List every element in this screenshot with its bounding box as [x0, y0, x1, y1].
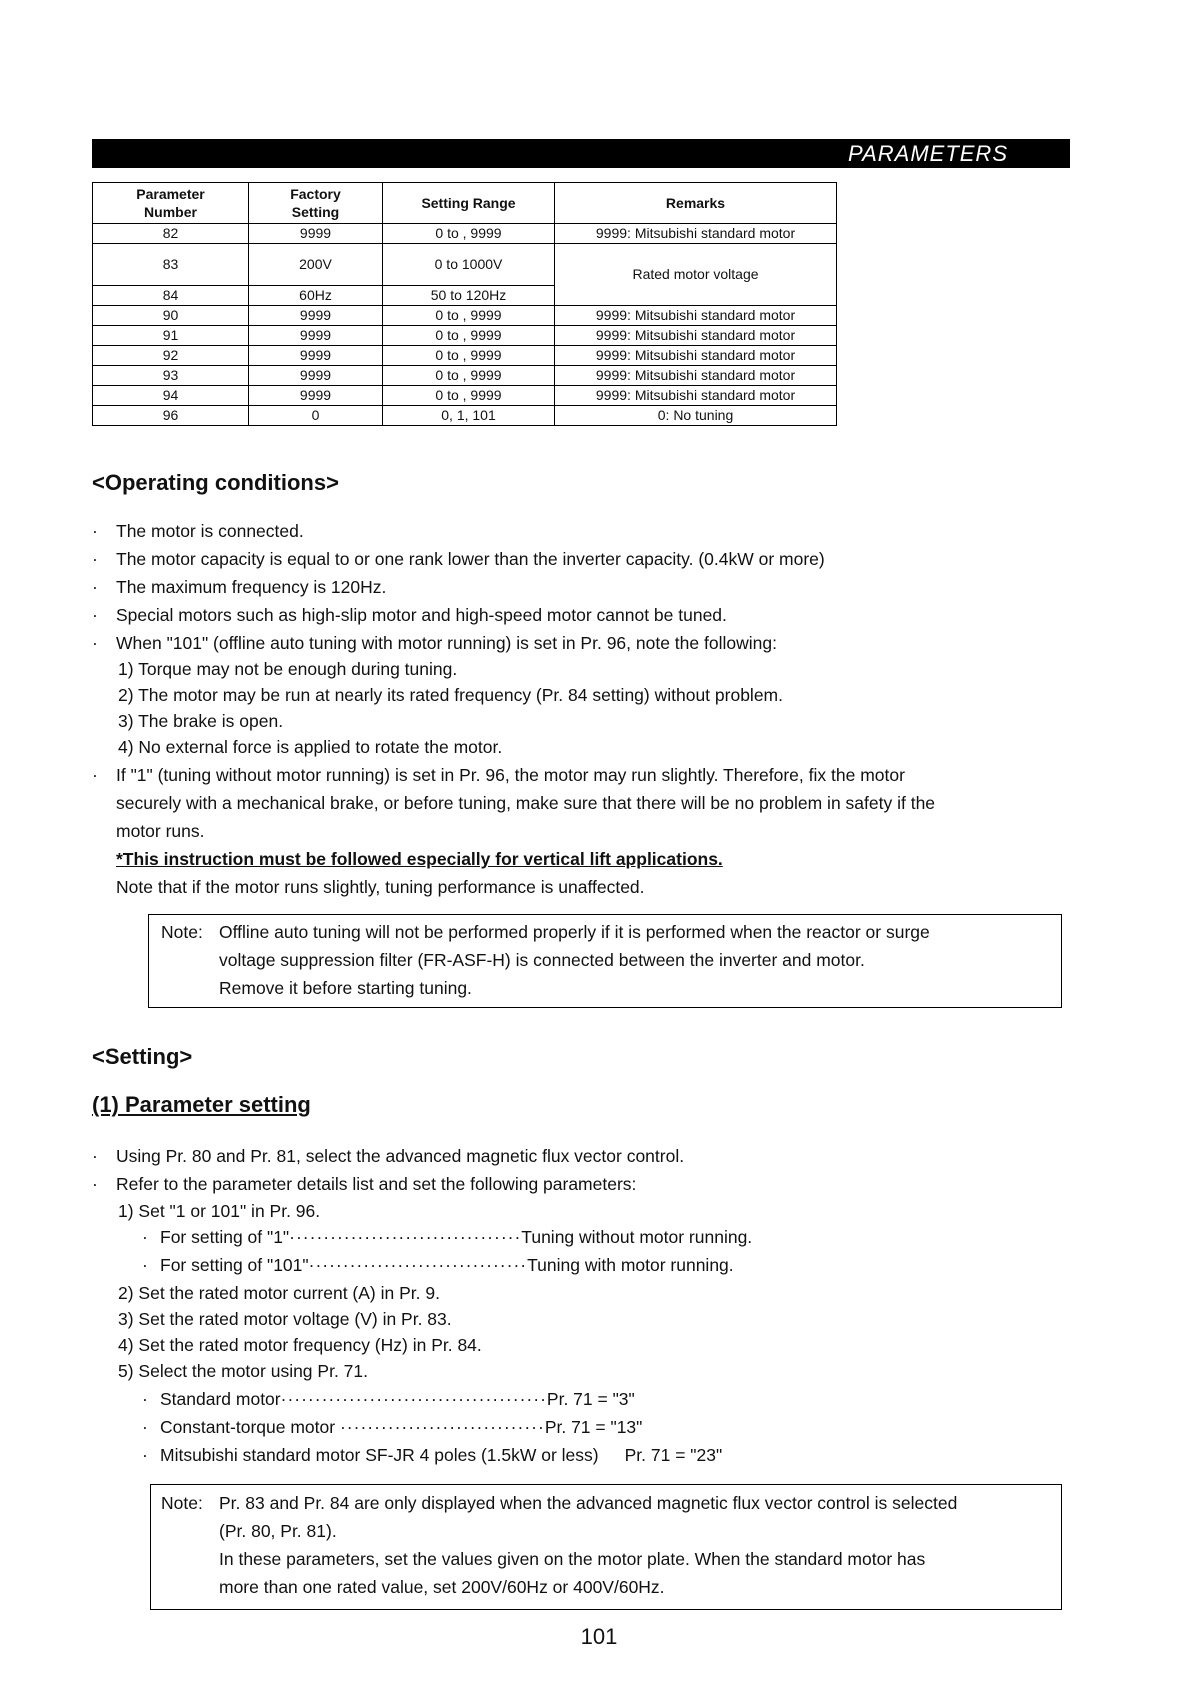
- list-item: · When "101" (offline auto tuning with motor running) is set in Pr. 96, note the following:: [92, 633, 777, 653]
- note-line: Pr. 83 and Pr. 84 are only displayed when the advanced magnetic flux vector control is selected: [219, 1493, 958, 1513]
- cell-factory: 9999: [249, 306, 383, 326]
- cell-number: 96: [93, 406, 249, 426]
- note-line: more than one rated value, set 200V/60Hz or 400V/60Hz.: [219, 1577, 665, 1597]
- cell-range: 0 to , 9999: [383, 326, 555, 346]
- list-item-cont: securely with a mechanical brake, or before tuning, make sure that there will be no problem in safety if the: [116, 793, 936, 813]
- table-row: [93, 224, 837, 244]
- table-row: [93, 244, 837, 286]
- note-label: Note:: [161, 922, 203, 942]
- cell-remarks: 9999: Mitsubishi standard motor: [555, 346, 837, 366]
- sub-item: 3) The brake is open.: [118, 711, 284, 731]
- cell-number: 82: [93, 224, 249, 244]
- table-row: [93, 366, 837, 386]
- option-row: · Mitsubishi standard motor SF-JR 4 poles (1.5kW or less) Pr. 71 = "23": [142, 1445, 723, 1465]
- cell-remarks: 9999: Mitsubishi standard motor: [555, 326, 837, 346]
- note-text: Note that if the motor runs slightly, tuning performance is unaffected.: [116, 877, 645, 897]
- col-header-parameter-number: Parameter Number: [93, 183, 249, 224]
- list-item: · The motor is connected.: [92, 521, 304, 541]
- cell-remarks: 9999: Mitsubishi standard motor: [555, 366, 837, 386]
- cell-range: 50 to 120Hz: [383, 286, 555, 306]
- step-item: 1) Set "1 or 101" in Pr. 96.: [118, 1201, 321, 1221]
- option-row: · Standard motor·······································Pr. 71 = "3": [142, 1389, 635, 1409]
- col-header-factory-setting: Factory Setting: [249, 183, 383, 224]
- sub-item: 1) Torque may not be enough during tuning.: [118, 659, 458, 679]
- note-line: voltage suppression filter (FR-ASF-H) is connected between the inverter and motor.: [219, 950, 865, 970]
- cell-factory: 9999: [249, 224, 383, 244]
- cell-range: 0 to , 9999: [383, 366, 555, 386]
- list-item: · Special motors such as high-slip motor and high-speed motor cannot be tuned.: [92, 605, 727, 625]
- sub-item: 2) The motor may be run at nearly its rated frequency (Pr. 84 setting) without problem.: [118, 685, 783, 705]
- list-item: · The maximum frequency is 120Hz.: [92, 577, 387, 597]
- cell-factory: 60Hz: [249, 286, 383, 306]
- cell-range: 0 to , 9999: [383, 346, 555, 366]
- option-row: · For setting of "1"··································Tuning without motor running.: [142, 1227, 753, 1247]
- cell-factory: 0: [249, 406, 383, 426]
- table-row: [93, 326, 837, 346]
- list-item: · If "1" (tuning without motor running) is set in Pr. 96, the motor may run slightly. Therefore, fix the motor: [92, 765, 905, 785]
- step-item: 2) Set the rated motor current (A) in Pr. 9.: [118, 1283, 440, 1303]
- table-row: [93, 346, 837, 366]
- table-row: [93, 406, 837, 426]
- cell-number: 90: [93, 306, 249, 326]
- cell-range: 0 to , 9999: [383, 306, 555, 326]
- option-row: · Constant-torque motor ······························Pr. 71 = "13": [142, 1417, 643, 1437]
- note-line: In these parameters, set the values given on the motor plate. When the standard motor has: [219, 1549, 926, 1569]
- cell-remarks: 9999: Mitsubishi standard motor: [555, 306, 837, 326]
- table-header-row: [93, 183, 837, 224]
- cell-number: 92: [93, 346, 249, 366]
- parameter-setting-subheading: (1) Parameter setting: [92, 1092, 311, 1117]
- cell-number: 84: [93, 286, 249, 306]
- sub-item: 4) No external force is applied to rotate the motor.: [118, 737, 503, 757]
- warning-text: *This instruction must be followed especially for vertical lift applications.: [116, 849, 723, 869]
- cell-number: 93: [93, 366, 249, 386]
- cell-factory: 9999: [249, 386, 383, 406]
- note-line: Remove it before starting tuning.: [219, 978, 472, 998]
- parameter-table: [92, 182, 837, 426]
- step-item: 4) Set the rated motor frequency (Hz) in Pr. 84.: [118, 1335, 482, 1355]
- note-line: Offline auto tuning will not be performed properly if it is performed when the reactor or surge: [219, 922, 930, 942]
- col-header-remarks: Remarks: [555, 183, 837, 224]
- note-box: [150, 1484, 1062, 1610]
- list-item: · The motor capacity is equal to or one rank lower than the inverter capacity. (0.4kW or more): [92, 549, 825, 569]
- cell-factory: 200V: [249, 244, 383, 286]
- note-label: Note:: [161, 1493, 203, 1513]
- cell-remarks: 9999: Mitsubishi standard motor: [555, 224, 837, 244]
- cell-number: 94: [93, 386, 249, 406]
- section-title: PARAMETERS: [848, 141, 1008, 166]
- list-item: · Using Pr. 80 and Pr. 81, select the advanced magnetic flux vector control.: [92, 1146, 685, 1166]
- col-header-setting-range: Setting Range: [383, 183, 555, 224]
- page-number: 101: [580, 1624, 618, 1649]
- cell-factory: 9999: [249, 366, 383, 386]
- option-row: · For setting of "101"································Tuning with motor running.: [142, 1255, 734, 1275]
- list-item-cont: motor runs.: [116, 821, 205, 841]
- note-box: [148, 914, 1062, 1008]
- cell-factory: 9999: [249, 346, 383, 366]
- cell-remarks: 9999: Mitsubishi standard motor: [555, 386, 837, 406]
- header-bar: [92, 139, 1070, 168]
- operating-conditions-heading: <Operating conditions>: [92, 470, 339, 495]
- cell-range: 0 to , 9999: [383, 224, 555, 244]
- cell-remarks: 0: No tuning: [555, 406, 837, 426]
- note-line: (Pr. 80, Pr. 81).: [219, 1521, 337, 1541]
- table-row: [93, 306, 837, 326]
- cell-remarks: Rated motor voltage: [555, 244, 837, 306]
- table-row: [93, 386, 837, 406]
- cell-number: 83: [93, 244, 249, 286]
- cell-number: 91: [93, 326, 249, 346]
- cell-range: 0 to 1000V: [383, 244, 555, 286]
- setting-heading: <Setting>: [92, 1044, 193, 1069]
- cell-range: 0, 1, 101: [383, 406, 555, 426]
- step-item: 5) Select the motor using Pr. 71.: [118, 1361, 368, 1381]
- list-item: · Refer to the parameter details list and set the following parameters:: [92, 1174, 637, 1194]
- cell-range: 0 to , 9999: [383, 386, 555, 406]
- step-item: 3) Set the rated motor voltage (V) in Pr. 83.: [118, 1309, 452, 1329]
- cell-factory: 9999: [249, 326, 383, 346]
